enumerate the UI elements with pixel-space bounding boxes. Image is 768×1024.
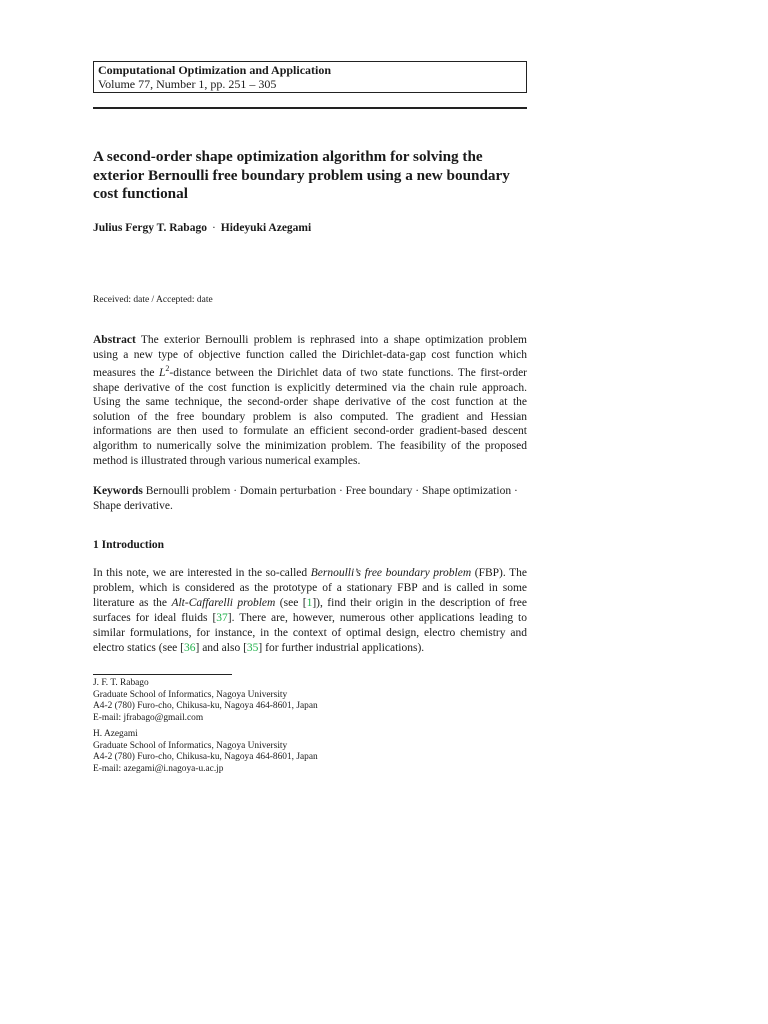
affiliation-email: E-mail: jfrabago@gmail.com	[93, 712, 204, 723]
affiliation-name: H. Azegami	[93, 729, 138, 739]
citation-link-37[interactable]: 37	[216, 612, 228, 625]
intro-text: ]), find their origin in the description of free surfaces for ideal fluids [	[93, 597, 527, 625]
abstract	[93, 333, 527, 468]
intro-text: ] and also [	[195, 642, 247, 655]
intro-text: ]. There are, however, numerous other applications leading to similar formulations, for instance, in the context of optimal design, electro chemistry and electro statics (see [	[93, 612, 527, 655]
affiliation-department: Graduate School of Informatics, Nagoya University	[93, 740, 288, 751]
intro-text: In this note, we are interested in the so-called	[93, 567, 311, 579]
author-separator: ·	[211, 222, 216, 234]
citation-link-1[interactable]: 1	[306, 597, 313, 610]
math-l: L	[159, 367, 166, 380]
affiliation-address: A4-2 (780) Furo-cho, Chikusa-ku, Nagoya 464-8601, Japan	[93, 701, 318, 712]
math-superscript: 2	[165, 364, 170, 374]
intro-emphasis-alt-caffarelli: Alt-Caffarelli problem	[171, 597, 276, 610]
intro-text: (see [	[275, 597, 307, 610]
intro-text: (FBP). The problem, which is considered as the prototype of a stationary FBP and is called in some literature as the	[93, 567, 527, 610]
author-2: Hideyuki Azegami	[220, 222, 312, 234]
section-heading-introduction: 1 Introduction	[93, 539, 165, 551]
keywords-label: Keywords	[93, 485, 143, 497]
introduction-paragraph	[93, 566, 527, 657]
affiliation-rabago	[93, 678, 318, 724]
intro-emphasis-bernoulli: Bernoulli’s free boundary problem	[310, 567, 472, 579]
abstract-text-1: The exterior Bernoulli problem is rephrased into a shape optimization problem using a new type of objective function called the Dirichlet-data-gap cost function which measures the	[93, 334, 528, 380]
author-line	[93, 222, 311, 234]
affiliation-azegami	[93, 729, 318, 775]
affiliation-email: E-mail: azegami@i.nagoya-u.ac.jp	[93, 763, 224, 774]
journal-header-box	[93, 61, 527, 93]
abstract-text-2: -distance between the Dirichlet data of two state functions. The first-order shape derivative of the cost function is explicitly determined via the chain rule approach. Using the same technique, the second-order shape derivative of the cost function at the solution of the free boundary problem is also computed. The gradient and Hessian informations are then used to formulate an efficient second-order gradient-based descent algorithm to numerically solve the minimization problem. The feasibility of the proposed method is illustrated through various numerical examples.	[93, 367, 528, 467]
author-1: Julius Fergy T. Rabago	[93, 222, 207, 234]
paper-title: A second-order shape optimization algorithm for solving the exterior Bernoulli free boundary problem using a new boundary cost functional	[93, 148, 510, 202]
received-date: Received: date / Accepted: date	[93, 295, 213, 305]
affiliation-department: Graduate School of Informatics, Nagoya University	[93, 689, 288, 700]
abstract-label: Abstract	[93, 334, 136, 346]
citation-link-35[interactable]: 35	[246, 642, 259, 655]
keywords	[93, 484, 527, 513]
header-rule	[93, 107, 527, 109]
citation-link-36[interactable]: 36	[184, 642, 196, 655]
journal-name: Computational Optimization and Application	[98, 63, 332, 77]
intro-text: ] for further industrial applications).	[258, 642, 425, 655]
affiliation-address: A4-2 (780) Furo-cho, Chikusa-ku, Nagoya 464-8601, Japan	[93, 752, 318, 763]
affiliation-name: J. F. T. Rabago	[93, 678, 149, 688]
footnote-rule	[93, 674, 232, 675]
journal-volume: Volume 77, Number 1, pp. 251 – 305	[98, 77, 277, 91]
keywords-text: Bernoulli problem · Domain perturbation · Free boundary · Shape optimization · Shape derivative.	[93, 485, 518, 512]
